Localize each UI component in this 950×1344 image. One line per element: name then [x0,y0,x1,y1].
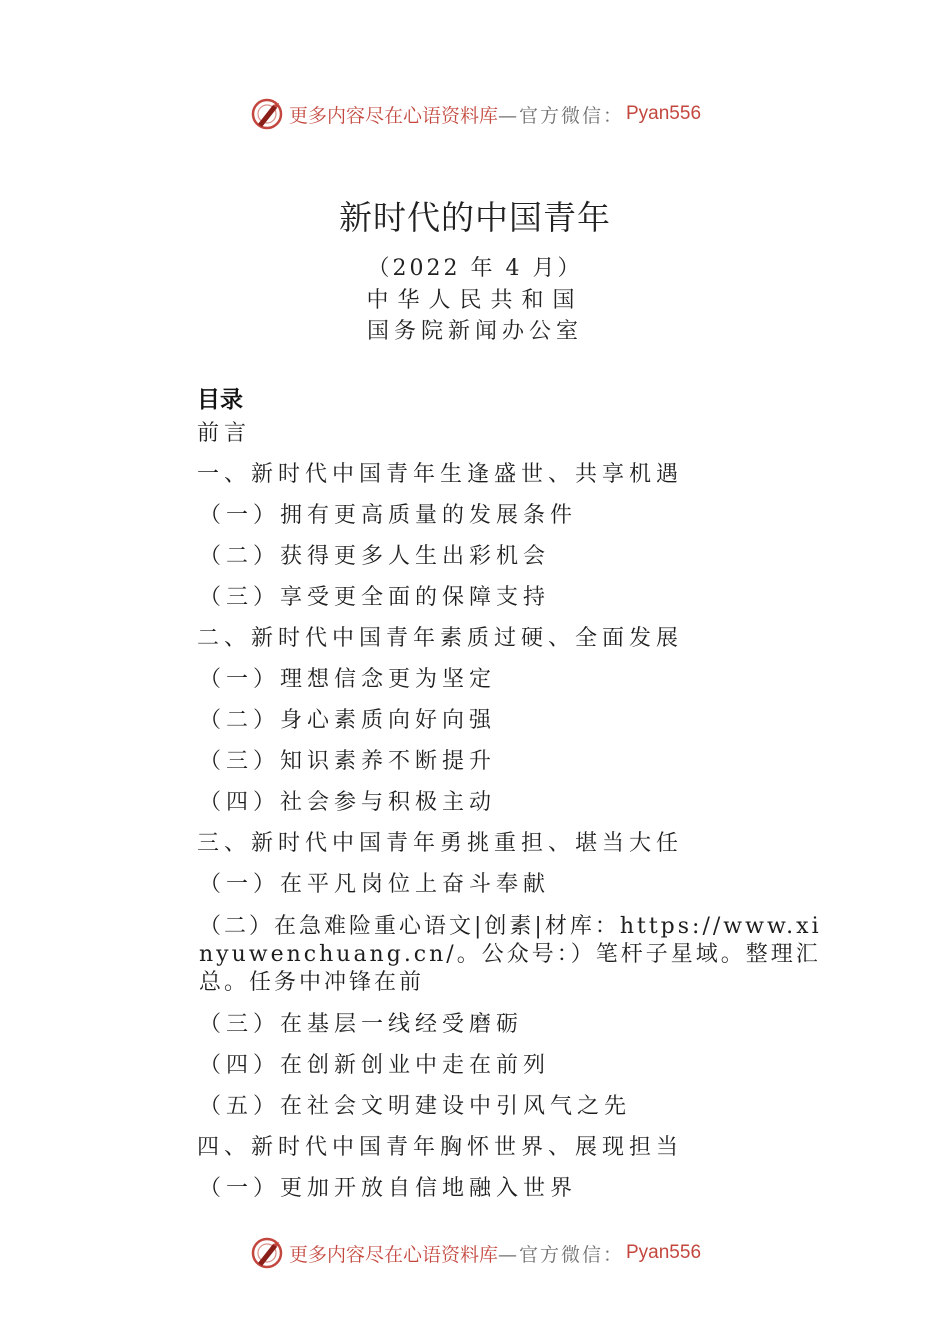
toc-item-3-4: （四）在创新创业中走在前列 [199,1053,551,1078]
pen-circle-logo-icon [249,96,285,132]
document-title: 新时代的中国青年 [339,198,611,237]
document-issuer-office: 国务院新闻办公室 [366,319,583,344]
document-date: （2022 年 4 月） [367,256,583,281]
toc-item-chapter-4: 四、新时代中国青年胸怀世界、展现担当 [197,1135,684,1160]
toc-heading: 目录 [197,387,243,413]
banner-wechat-label: —官方微信： [497,1243,624,1266]
banner-promo-text: 更多内容尽在心语资料库 [288,1243,498,1266]
toc-item-preface: 前言 [197,421,252,446]
toc-item-2-4: （四）社会参与积极主动 [199,790,497,815]
document-issuer-country: 中华人民共和国 [366,288,584,313]
footer-watermark-banner [0,1233,950,1273]
toc-item-1-1: （一）拥有更高质量的发展条件 [199,503,578,528]
toc-item-chapter-2: 二、新时代中国青年素质过硬、全面发展 [197,626,684,651]
toc-item-4-1: （一）更加开放自信地融入世界 [199,1176,578,1201]
toc-item-1-2: （二）获得更多人生出彩机会 [199,544,551,569]
toc-item-3-1: （一）在平凡岗位上奋斗奉献 [199,872,551,897]
banner-wechat-id: Pyan556 [626,103,702,124]
toc-item-3-2: （二）在急难险重心语文|创素|材库：https://www.xinyuwenchuang.cn/。公众号：）笔杆子星域。整理汇总。任务中冲锋在前 [199,914,822,995]
table-of-contents [197,421,837,1217]
banner-promo-text: 更多内容尽在心语资料库 [288,104,498,127]
toc-item-chapter-1: 一、新时代中国青年生逢盛世、共享机遇 [197,462,684,487]
toc-item-chapter-3: 三、新时代中国青年勇挑重担、堪当大任 [197,831,684,856]
toc-item-2-3: （三）知识素养不断提升 [199,749,497,774]
toc-item-2-2: （二）身心素质向好向强 [199,708,497,733]
toc-item-3-3: （三）在基层一线经受磨砺 [199,1012,524,1037]
header-watermark-banner [0,94,950,134]
toc-item-3-5: （五）在社会文明建设中引风气之先 [199,1094,632,1119]
banner-wechat-id: Pyan556 [626,1242,702,1263]
toc-item-2-1: （一）理想信念更为坚定 [199,667,497,692]
toc-item-1-3: （三）享受更全面的保障支持 [199,585,551,610]
banner-wechat-label: —官方微信： [497,104,624,127]
pen-circle-logo-icon [249,1235,285,1271]
